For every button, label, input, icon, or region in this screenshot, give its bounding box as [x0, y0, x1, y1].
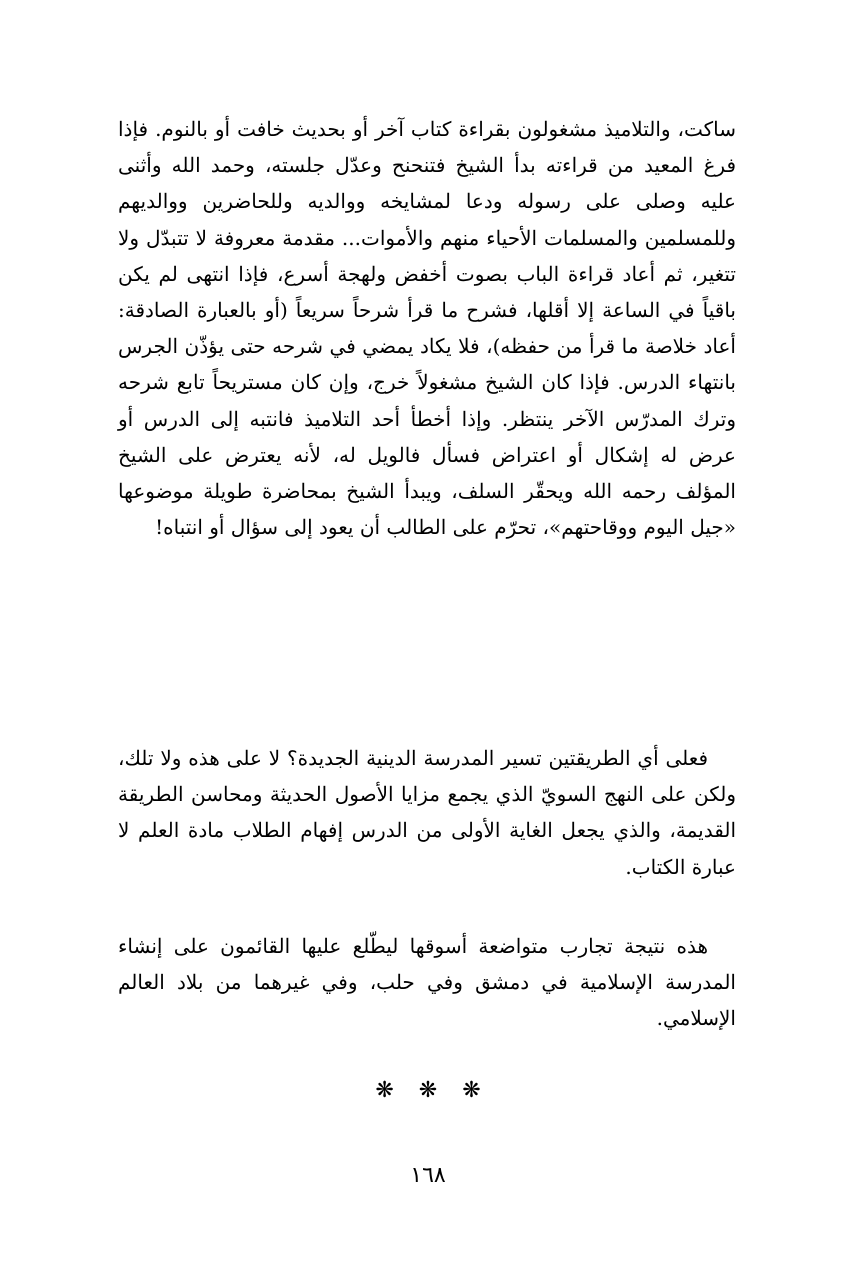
page-number: ١٦٨ — [410, 1163, 446, 1188]
paragraph-3: هذه نتيجة تجارب متواضعة أسوقها ليطّلع عليها القائمون على إنشاء المدرسة الإسلامية في دمشق وفي حلب، وفي غيرهما من بلاد العالم الإسلامي. — [118, 934, 736, 1031]
paragraph-2: فعلى أي الطريقتين تسير المدرسة الدينية الجديدة؟ لا على هذه ولا تلك، ولكن على النهج السويّ الذي يجمع مزايا الأصول الحديثة ومحاسن الطريقة القديمة، والذي يجعل الغاية الأولى من الدرس إفهام الطلاب مادة العلم لا عبارة الكتاب. — [118, 746, 736, 879]
paragraph-1: ساكت، والتلاميذ مشغولون بقراءة كتاب آخر أو بحديث خافت أو بالنوم. فإذا فرغ المعيد من قراءته بدأ الشيخ فتنحنح وعدّل جلسته، وحمد الله وأثنى عليه وصلى على رسوله ودعا لمشايخه ووالديه وللحاضرين ووالديهم وللمسلمين والمسلمات الأحياء منهم والأموات... مقدمة معروفة لا تتبدّل ولا تتغير، ثم أعاد قراءة الباب بصوت أخفض ولهجة أسرع، فإذا انتهى لم يكن باقياً في الساعة إلا أقلها، فشرح ما قرأ شرحاً سريعاً (أو بالعبارة الصادقة: أعاد خلاصة ما قرأ من حفظه)، فلا يكاد يمضي في شرحه حتى يؤذّن الجرس بانتهاء الدرس. فإذا كان الشيخ مشغولاً خرج، وإن كان مستريحاً تابع شرحه وترك المدرّس الآخر ينتظر. وإذا أخطأ أحد التلاميذ فانتبه إلى الدرس أو عرض له إشكال أو اعتراض فسأل فالويل له، لأنه يعترض على الشيخ المؤلف رحمه الله ويحقّر السلف، ويبدأ الشيخ بمحاضرة طويلة موضوعها «جيل اليوم ووقاحتهم»، تحرّم على الطالب أن يعود إلى سؤال أو انتباه! — [118, 117, 736, 540]
section-separator: ❋ ❋ ❋ — [375, 1078, 481, 1103]
